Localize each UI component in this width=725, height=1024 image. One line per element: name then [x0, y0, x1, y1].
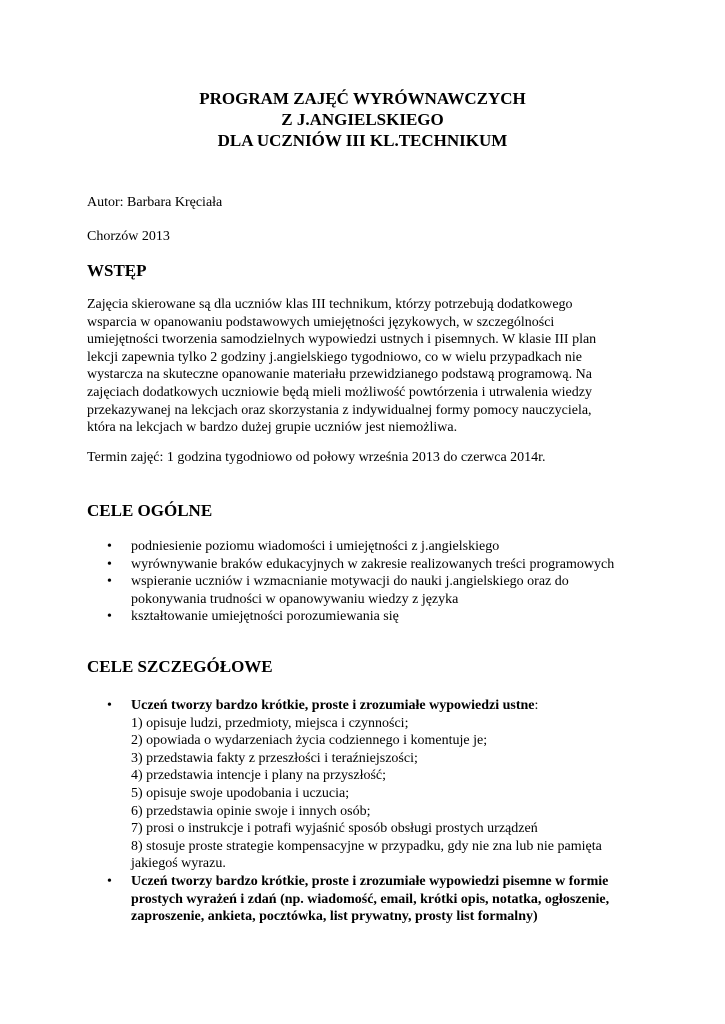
list-item — [87, 608, 647, 626]
bullet-icon: • — [107, 539, 112, 554]
intro-line: wsparcia w opanowaniu podstawowych umiejętności językowych, w szczególności — [87, 314, 555, 330]
list-item — [87, 556, 647, 574]
list-item — [87, 697, 647, 873]
intro-heading: WSTĘP — [87, 261, 147, 280]
title-line-3: DLA UCZNIÓW III KL.TECHNIKUM — [217, 131, 508, 150]
oral-skills-title: Uczeń tworzy bardzo krótkie, proste i zrozumiałe wypowiedzi ustne — [131, 698, 535, 713]
general-goals-heading: CELE OGÓLNE — [87, 501, 213, 520]
detailed-goals-list — [87, 697, 647, 926]
intro-line: która na lekcjach w bardzo dużej grupie uczniów jest niemożliwa. — [87, 420, 458, 436]
intro-line: lekcji zapewnia tylko 2 godziny j.angielskiego tygodniowo, co w wielu przypadkach nie — [87, 349, 582, 365]
list-item-text: podniesienie poziomu wiadomości i umiejętności z j.angielskiego — [131, 539, 500, 554]
oral-point: 1) opisuje ludzi, przedmioty, miejsca i czynności; — [131, 715, 409, 731]
written-skills-line: zaproszenie, ankieta, pocztówka, list prywatny, prosty list formalny) — [131, 909, 538, 925]
oral-point: 2) opowiada o wydarzeniach życia codziennego i komentuje je; — [131, 733, 488, 749]
bullet-icon: • — [107, 698, 112, 713]
written-skills-line: Uczeń tworzy bardzo krótkie, proste i zrozumiałe wypowiedzi pisemne w formie — [131, 873, 609, 889]
list-item — [87, 573, 647, 608]
author: Autor: Barbara Kręciała — [87, 195, 223, 210]
place-date: Chorzów 2013 — [87, 229, 170, 244]
title-line-2: Z J.ANGIELSKIEGO — [281, 110, 444, 129]
list-item-text: wspieranie uczniów i wzmacnianie motywacji do nauki j.angielskiego oraz do — [131, 574, 569, 590]
document-title — [0, 88, 725, 151]
list-item-text: pokonywania trudności w opanowywaniu wiedzy z języka — [131, 591, 459, 607]
oral-point: 8) stosuje proste strategie kompensacyjne w przypadku, gdy nie zna lub nie pamięta — [131, 838, 602, 854]
bullet-icon: • — [107, 609, 112, 625]
intro-line: Zajęcia skierowane są dla uczniów klas III technikum, którzy potrzebują dodatkowego — [87, 297, 573, 312]
list-item-text: wyrównywanie braków edukacyjnych w zakresie realizowanych treści programowych — [131, 556, 615, 572]
bullet-icon: • — [107, 574, 112, 590]
oral-point: 3) przedstawia fakty z przeszłości i teraźniejszości; — [131, 750, 418, 766]
intro-line: wystarcza na skuteczne opanowanie materiału przewidzianego podstawą programową. Na — [87, 367, 592, 383]
written-skills-line: prostych wyrażeń i zdań (np. wiadomość, email, krótki opis, notatka, ogłoszenie, — [131, 891, 610, 907]
bullet-icon: • — [107, 556, 112, 572]
intro-line: umiejętności tworzenia samodzielnych wypowiedzi ustnych i pisemnych. W klasie III plan — [87, 332, 597, 348]
title-line-1: PROGRAM ZAJĘĆ WYRÓWNAWCZYCH — [199, 89, 526, 108]
list-item-text: kształtowanie umiejętności porozumiewania się — [131, 609, 399, 625]
oral-point: 5) opisuje swoje upodobania i uczucia; — [131, 785, 350, 801]
schedule-text: Termin zajęć: 1 godzina tygodniowo od połowy września 2013 do czerwca 2014r. — [87, 450, 546, 465]
intro-line: przekazywanej na lekcjach oraz skorzystania z indywidualnej formy pomocy nauczyciela, — [87, 402, 592, 418]
intro-paragraph — [87, 296, 647, 437]
oral-point: jakiegoś wyrazu. — [131, 856, 226, 872]
oral-point: 7) prosi o instrukcje i potrafi wyjaśnić sposób obsługi prostych urządzeń — [131, 821, 538, 837]
bullet-icon: • — [107, 873, 112, 889]
general-goals-list — [87, 538, 647, 626]
list-item — [87, 873, 647, 926]
detailed-goals-heading: CELE SZCZEGÓŁOWE — [87, 657, 273, 676]
colon: : — [534, 698, 539, 713]
oral-point: 6) przedstawia opinie swoje i innych osób; — [131, 803, 371, 819]
oral-point: 4) przedstawia intencje i plany na przyszłość; — [131, 768, 387, 784]
list-item — [87, 538, 647, 556]
intro-line: zajęciach dodatkowych uczniowie będą mieli możliwość powtórzenia i utrwalenia wiedzy — [87, 384, 592, 400]
